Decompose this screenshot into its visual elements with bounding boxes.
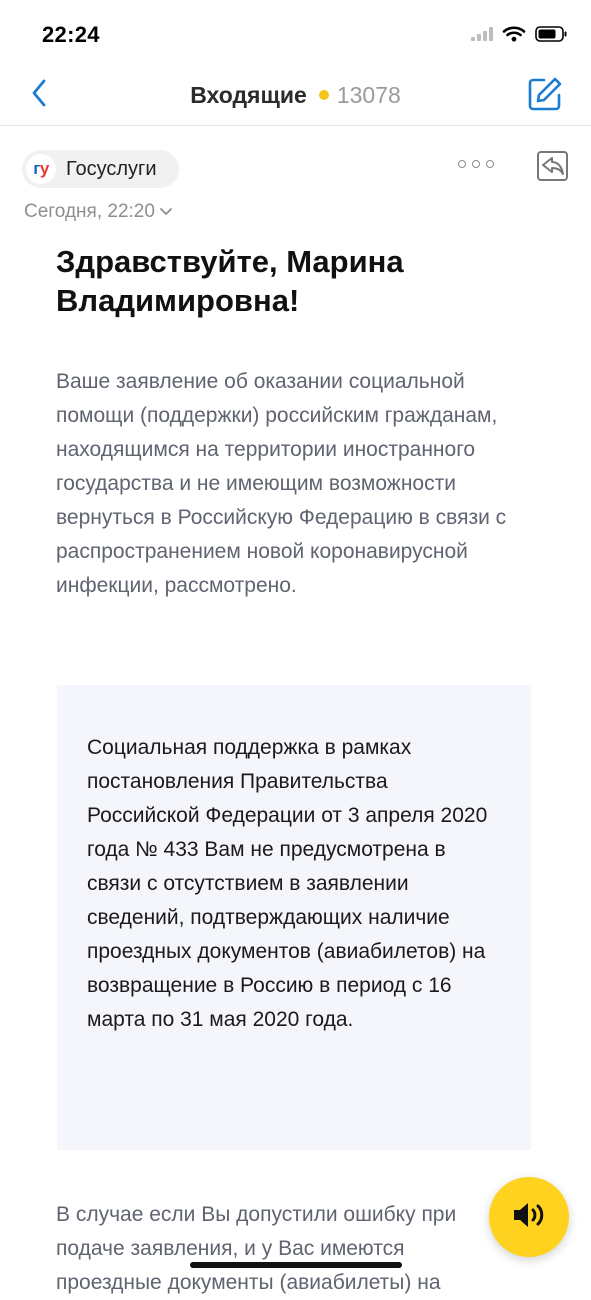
status-icons: [471, 26, 567, 47]
more-button[interactable]: [458, 152, 494, 176]
footer-paragraph: В случае если Вы допустили ошибку при подаче заявления, и у Вас имеются проездные документы (авиабилеты) на: [56, 1203, 457, 1294]
home-indicator: [190, 1262, 402, 1268]
greeting-heading: Здравствуйте, Марина Владимировна!: [56, 244, 404, 318]
chevron-down-icon: [159, 201, 173, 223]
unread-count: 13078: [336, 82, 401, 108]
more-dot: [458, 160, 466, 168]
wifi-icon: [503, 26, 525, 47]
message-date[interactable]: [24, 201, 173, 223]
reply-icon: [534, 170, 570, 187]
status-time: 22:24: [42, 22, 100, 47]
unread-dot-icon: [319, 90, 329, 100]
compose-icon: [527, 99, 563, 116]
audio-button[interactable]: [489, 1177, 569, 1257]
gosuslugi-logo: [26, 154, 56, 184]
more-dot: [486, 160, 494, 168]
folder-title: [0, 82, 591, 109]
battery-icon: [535, 26, 567, 47]
logo-letter-u: у: [39, 159, 49, 178]
date-text: Сегодня, 22:20: [24, 201, 155, 222]
signal-icon: [471, 27, 493, 46]
compose-button[interactable]: [527, 76, 563, 112]
more-dot: [472, 160, 480, 168]
speaker-icon: [511, 1199, 547, 1236]
intro-paragraph: Ваше заявление об оказании социальной помощи (поддержки) российским гражданам, находящимся на территории иностранного государства и не имеющим возможности вернуться в Российскую Федерацию в связи с распространением новой коронавирусной инфекции, рассмотрено.: [56, 370, 507, 597]
navigation-bar: [0, 70, 591, 126]
folder-name: Входящие: [190, 82, 307, 108]
status-bar: [0, 0, 591, 70]
reply-button[interactable]: [534, 147, 570, 183]
notice-text: Социальная поддержка в рамках постановления Правительства Российской Федерации от 3 апреля 2020 года № 433 Вам не предусмотрена в связи с отсутствием в заявлении сведений, подтверждающих наличие проездных документов (авиабилетов) на возвращение в Россию в период с 16 марта по 31 мая 2020 года.: [87, 736, 488, 1031]
sender-name: Госуслуги: [66, 157, 157, 180]
logo-letter-g: г: [33, 159, 40, 178]
sender-chip[interactable]: [22, 150, 179, 188]
notice-box: [57, 685, 531, 1150]
